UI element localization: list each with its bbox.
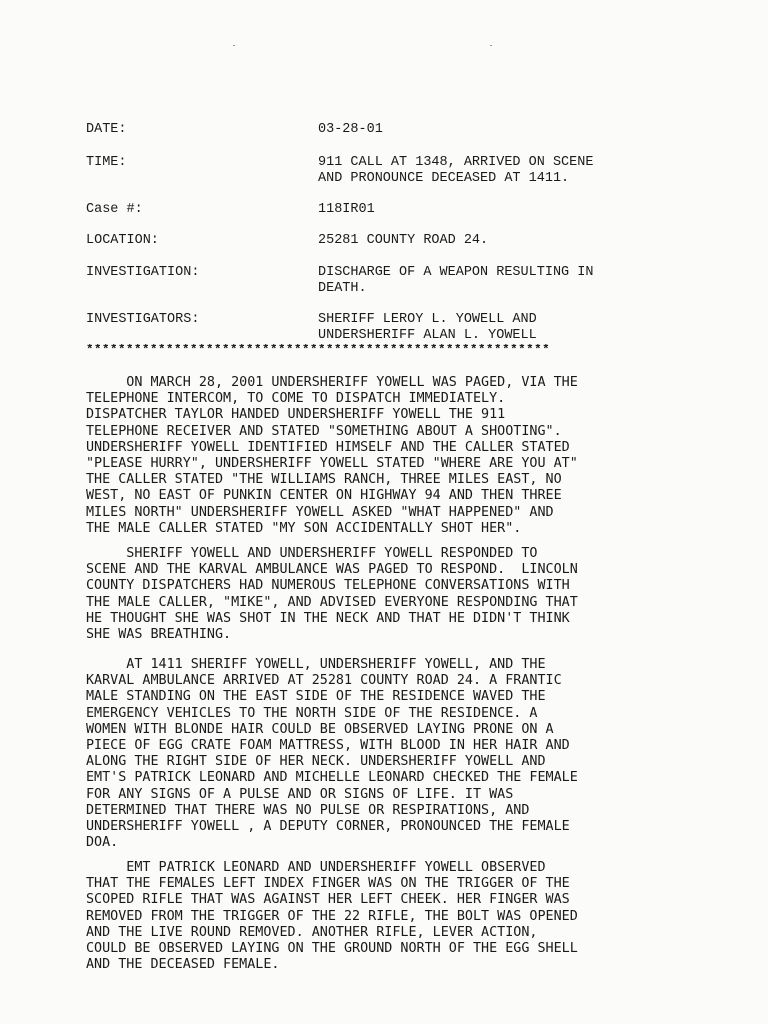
paragraph-3: AT 1411 SHERIFF YOWELL, UNDERSHERIFF YOWELL, AND THE KARVAL AMBULANCE ARRIVED AT 25281 COUNTY ROAD 24. A FRANTIC MALE STANDING ON THE EAST SIDE OF THE RESIDENCE WAVED THE EMERGENCY VEHICLES TO THE NORTH SIDE OF THE RESIDENCE. A WOMEN WITH BLONDE HAIR COULD BE OBSERVED LAYING PRONE ON A PIECE OF EGG CRATE FOAM MATTRESS, WITH BLOOD IN HER HAIR AND ALONG THE RIGHT SIDE OF HER NECK. UNDERSHERIFF YOWELL AND EMT'S PATRICK LEONARD AND MICHELLE LEONARD CHECKED THE FEMALE FOR ANY SIGNS OF A PULSE AND OR SIGNS OF LIFE. IT WAS DETERMINED THAT THERE WAS NO PULSE OR RESPIRATIONS, AND UNDERSHERIFF YOWELL , A DEPUTY CORNER, PRONOUNCED THE FEMALE DOA. [86, 657, 578, 851]
time-label: TIME: [86, 155, 127, 170]
paragraph-1: ON MARCH 28, 2001 UNDERSHERIFF YOWELL WAS PAGED, VIA THE TELEPHONE INTERCOM, TO COME TO DISPATCH IMMEDIATELY. DISPATCHER TAYLOR HANDED UNDERSHERIFF YOWELL THE 911 TELEPHONE RECEIVER AND STATED "SOMETHING ABOUT A SHOOTING". UNDERSHERIFF YOWELL IDENTIFIED HIMSELF AND THE CALLER STATED "PLEASE HURRY", UNDERSHERIFF YOWELL STATED "WHERE ARE YOU AT" THE CALLER STATED "THE WILLIAMS RANCH, THREE MILES EAST, NO WEST, NO EAST OF PUNKIN CENTER ON HIGHWAY 94 AND THEN THREE MILES NORTH" UNDERSHERIFF YOWELL ASKED "WHAT HAPPENED" AND THE MALE CALLER STATED "MY SON ACCIDENTALLY SHOT HER". [86, 375, 578, 536]
date-value: 03-28-01 [318, 122, 383, 137]
investigators-label: INVESTIGATORS: [86, 312, 200, 327]
time-value: 911 CALL AT 1348, ARRIVED ON SCENE AND PRONOUNCE DECEASED AT 1411. [318, 155, 594, 186]
paragraph-4: EMT PATRICK LEONARD AND UNDERSHERIFF YOWELL OBSERVED THAT THE FEMALES LEFT INDEX FINGER WAS ON THE TRIGGER OF THE SCOPED RIFLE THAT WAS AGAINST HER LEFT CHEEK. HER FINGER WAS REMOVED FROM THE TRIGGER OF THE 22 RIFLE, THE BOLT WAS OPENED AND THE LIVE ROUND REMOVED. ANOTHER RIFLE, LEVER ACTION, COULD BE OBSERVED LAYING ON THE GROUND NORTH OF THE EGG SHELL AND THE DECEASED FEMALE. [86, 860, 578, 973]
investigators-value: SHERIFF LEROY L. YOWELL AND UNDERSHERIFF ALAN L. YOWELL [318, 312, 537, 343]
scan-speck [233, 45, 235, 46]
case-value: 118IR01 [318, 202, 375, 217]
location-label: LOCATION: [86, 233, 159, 248]
paragraph-2: SHERIFF YOWELL AND UNDERSHERIFF YOWELL RESPONDED TO SCENE AND THE KARVAL AMBULANCE WAS PAGED TO RESPOND. LINCOLN COUNTY DISPATCHERS HAD NUMEROUS TELEPHONE CONVERSATIONS WITH THE MALE CALLER, "MIKE", AND ADVISED EVERYONE RESPONDING THAT HE THOUGHT SHE WAS SHOT IN THE NECK AND THAT HE DIDN'T THINK SHE WAS BREATHING. [86, 546, 578, 643]
date-label: DATE: [86, 122, 127, 137]
location-value: 25281 COUNTY ROAD 24. [318, 233, 489, 248]
case-label: Case #: [86, 202, 143, 217]
investigation-label: INVESTIGATION: [86, 265, 200, 280]
scan-speck [490, 45, 492, 46]
investigation-value: DISCHARGE OF A WEAPON RESULTING IN DEATH. [318, 265, 594, 296]
asterisk-divider: ********************************************************** [86, 344, 551, 356]
